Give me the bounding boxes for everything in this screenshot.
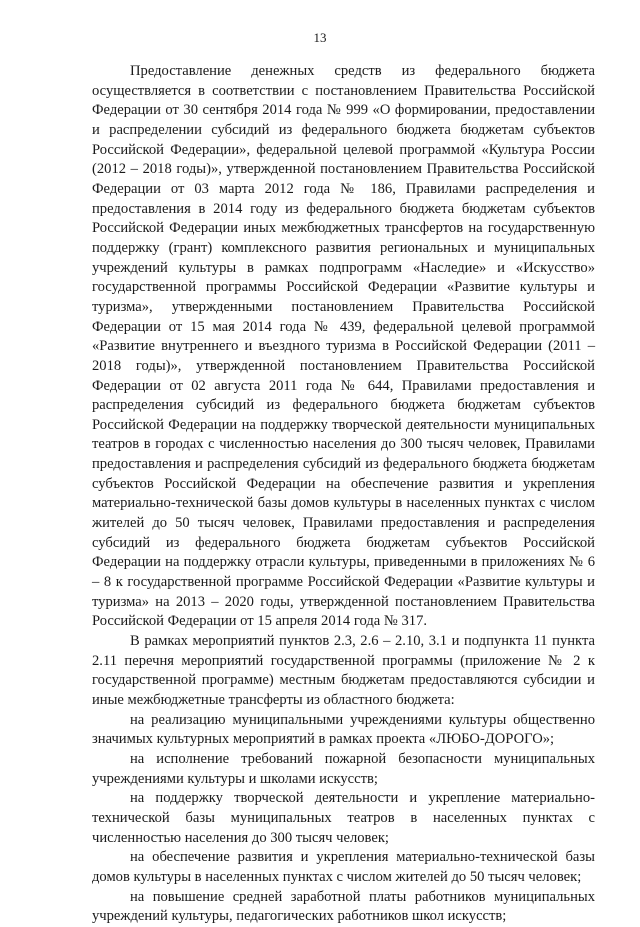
paragraph-local-budget-subsidies: В рамках мероприятий пунктов 2.3, 2.6 – 2.10, 3.1 и подпункта 11 пункта 2.11 перечня мероприятий государственной программы (приложение № 2 к государственной программе) местным бюджетам предоставляются субсидии и иные межбюджетные трансферты из областного бюджета: xyxy=(92,633,595,708)
list-item-fire-safety: на исполнение требований пожарной безопасности муниципальных учреждениями культуры и школами искусств; xyxy=(92,750,595,787)
document-body xyxy=(92,62,595,927)
paragraph-funding-sources: Предоставление денежных средств из федерального бюджета осуществляется в соответствии с постановлением Правительства Российской Федерации от 30 сентября 2014 года № 999 «О формировании, предоставлении и распределении субсидий из федерального бюджета бюджетам субъектов Российской Федерации», федеральной целевой программой «Культура России (2012 – 2018 годы)», утвержденной постановлением Правительства Российской Федерации от 03 марта 2012 года № 186, Правилами распределения и предоставления в 2014 году из федерального бюджета бюджетам субъектов Российской Федерации иных межбюджетных трансфертов на государственную поддержку (грант) комплексного развития региональных и муниципальных учреждений культуры в рамках подпрограмм «Наследие» и «Искусство» государственной программы Российской Федерации «Развитие культуры и туризма», утвержденными постановлением Правительства Российской Федерации от 15 мая 2014 года № 439, федеральной целевой программой «Развитие внутреннего и въездного туризма в Российской Федерации (2011 – 2018 годы)», утвержденной постановлением Правительства Российской Федерации от 02 августа 2011 года № 644, Правилами предоставления и распределения субсидий из федерального бюджета бюджетам субъектов Российской Федерации на поддержку творческой деятельности муниципальных театров в городах с численностью населения до 300 тысяч человек, Правилами предоставления и распределения субсидий из федерального бюджета бюджетам субъектов Российской Федерации на обеспечение развития и укрепления материально-технической базы домов культуры в населенных пунктах с числом жителей до 50 тысяч человек, Правилами предоставления и распределения субсидий из федерального бюджета бюджетам субъектов Российской Федерации на поддержку отрасли культуры, приведенными в приложениях № 6 – 8 к государственной программе Российской Федерации «Развитие культуры и туризма» на 2013 – 2020 годы, утвержденной постановлением Правительства Российской Федерации от 15 апреля 2014 года № 317. xyxy=(92,63,595,630)
list-item-salary: на повышение средней заработной платы работников муниципальных учреждений культуры, педагогических работников школ искусств; xyxy=(92,888,595,925)
list-item-culture-houses: на обеспечение развития и укрепления материально-технической базы домов культуры в населенных пунктах с числом жителей до 50 тысяч человек; xyxy=(92,849,595,885)
page-number: 13 xyxy=(313,30,327,45)
list-item-lubo-dorogo: на реализацию муниципальными учреждениями культуры общественно значимых культурных мероприятий в рамках проекта «ЛЮБО-ДОРОГО»; xyxy=(92,711,595,748)
list-item-theatres: на поддержку творческой деятельности и укрепление материально-технической базы муниципальных театров в населенных пунктах с численностью населения до 300 тысяч человек; xyxy=(92,790,595,846)
